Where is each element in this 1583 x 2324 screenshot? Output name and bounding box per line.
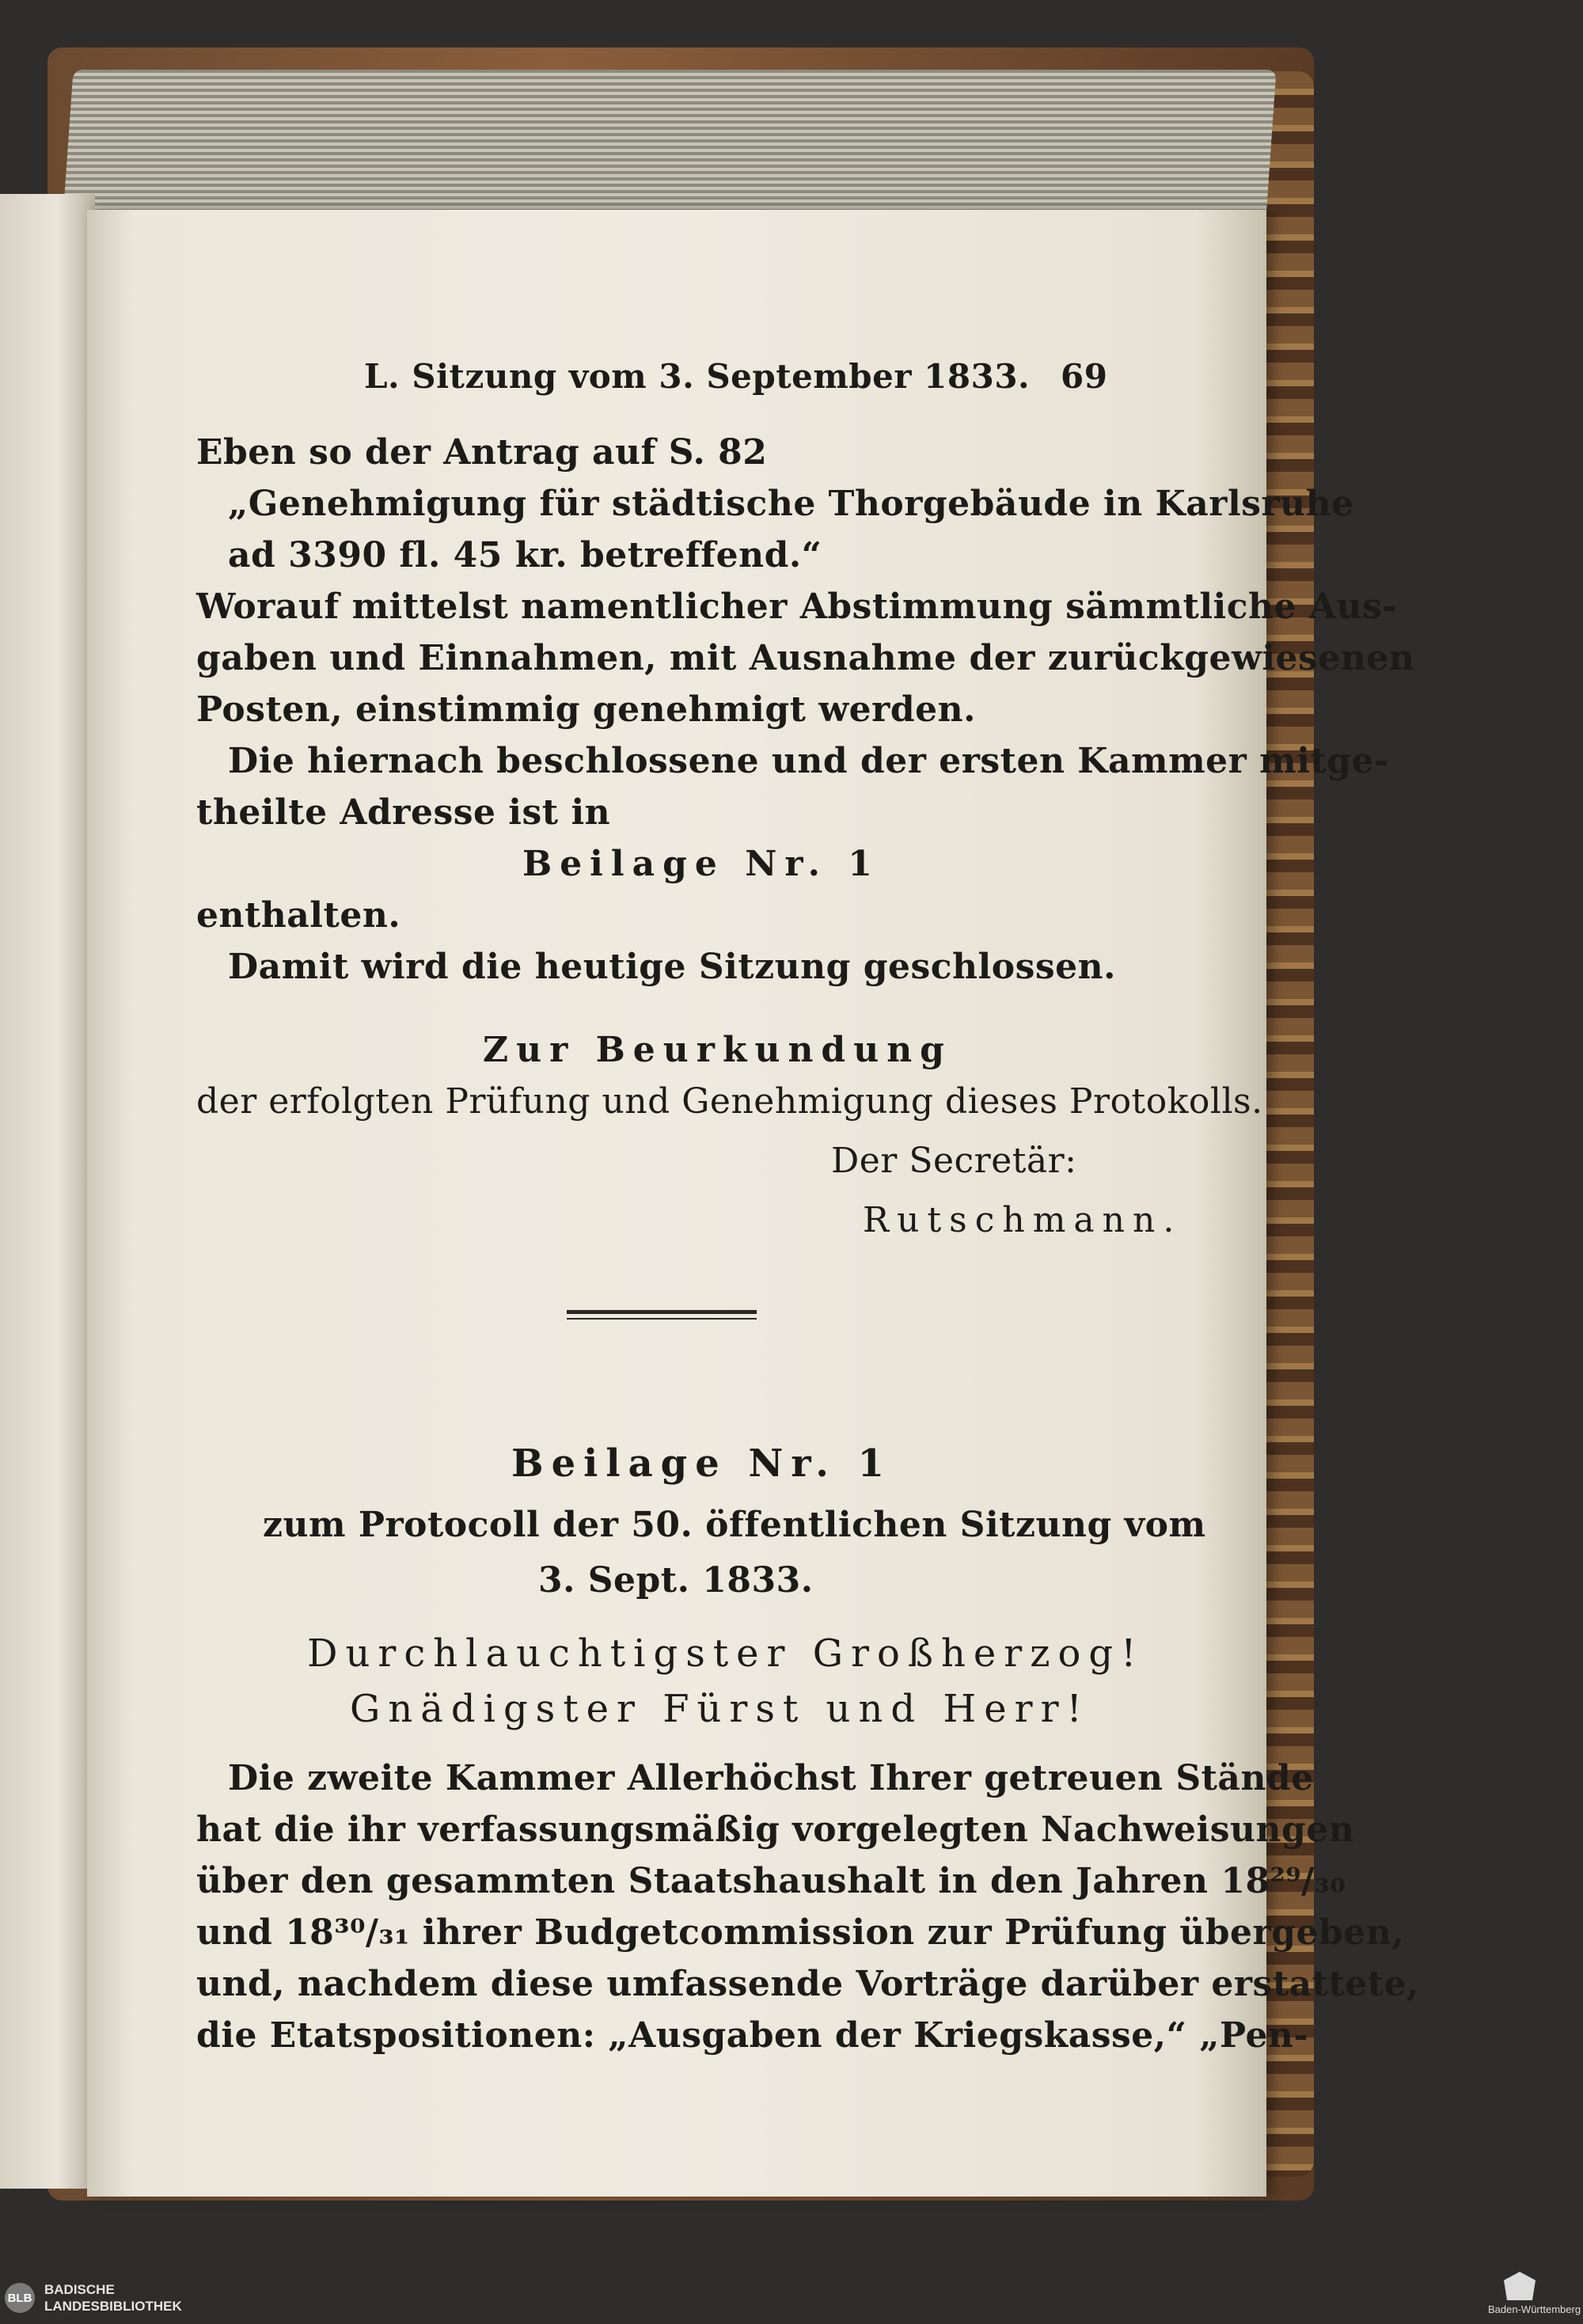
- appendix-title: Beilage Nr. 1: [511, 1441, 893, 1486]
- book-page-edges: [63, 70, 1277, 212]
- body-line: und, nachdem diese umfassende Vorträge darüber erstattete,: [196, 1964, 1419, 2004]
- text-line: Die hiernach beschlossene und der ersten Kammer mitge-: [228, 741, 1389, 781]
- text-line: gaben und Einnahmen, mit Ausnahme der zurückgewiesenen: [196, 638, 1415, 678]
- text-line: Worauf mittelst namentlicher Abstimmung sämmtliche Aus-: [196, 587, 1398, 627]
- page-text: [87, 210, 1419, 2197]
- text-line: theilte Adresse ist in: [196, 792, 611, 833]
- library-name: [44, 2281, 182, 2315]
- text-line: Eben so der Antrag auf S. 82: [196, 432, 768, 473]
- library-name-line: BADISCHE: [44, 2282, 115, 2297]
- left-page-sliver: [0, 194, 95, 2189]
- secretary-label: Der Secretär:: [831, 1141, 1077, 1181]
- section-divider: [567, 1310, 757, 1314]
- attest-line: der erfolgten Prüfung und Genehmigung dieses Protokolls.: [196, 1081, 1263, 1122]
- salutation: Gnädigster Fürst und Herr!: [350, 1687, 1090, 1731]
- library-logo-icon: BLB: [5, 2283, 35, 2313]
- attest-title: Zur Beurkundung: [483, 1030, 952, 1070]
- page-number: 69: [1061, 357, 1108, 396]
- secretary-name: Rutschmann.: [863, 1200, 1183, 1240]
- viewer-footer: [0, 2273, 1583, 2324]
- state-name: Baden-Württemberg: [1488, 2303, 1581, 2315]
- body-line: die Etatspositionen: „Ausgaben der Kriegskasse,“ „Pen-: [196, 2015, 1309, 2056]
- body-line: über den gesammten Staatshaushalt in den Jahren 18²⁹/₃₀: [196, 1861, 1346, 1901]
- book-page: [87, 210, 1419, 2197]
- text-line: Damit wird die heutige Sitzung geschlossen.: [228, 947, 1116, 987]
- text-line: „Genehmigung für städtische Thorgebäude in Karlsruhe: [228, 484, 1354, 524]
- appendix-subtitle: 3. Sept. 1833.: [538, 1560, 814, 1601]
- text-line: ad 3390 fl. 45 kr. betreffend.“: [228, 535, 822, 575]
- text-line: Beilage Nr. 1: [522, 844, 880, 884]
- salutation: Durchlauchtigster Großherzog!: [307, 1631, 1145, 1676]
- section-divider-thin: [567, 1318, 757, 1320]
- library-name-line: LANDESBIBLIOTHEK: [44, 2299, 182, 2314]
- text-line: Posten, einstimmig genehmigt werden.: [196, 689, 976, 730]
- body-line: und 18³⁰/₃₁ ihrer Budgetcommission zur Prüfung übergeben,: [196, 1912, 1405, 1953]
- body-line: hat die ihr verfassungsmäßig vorgelegten Nachweisungen: [196, 1809, 1355, 1850]
- body-line: Die zweite Kammer Allerhöchst Ihrer getreuen Stände: [228, 1758, 1314, 1798]
- appendix-subtitle: zum Protocoll der 50. öffentlichen Sitzung vom: [263, 1505, 1206, 1545]
- running-header: L. Sitzung vom 3. September 1833.: [364, 357, 1031, 396]
- text-line: enthalten.: [196, 895, 401, 936]
